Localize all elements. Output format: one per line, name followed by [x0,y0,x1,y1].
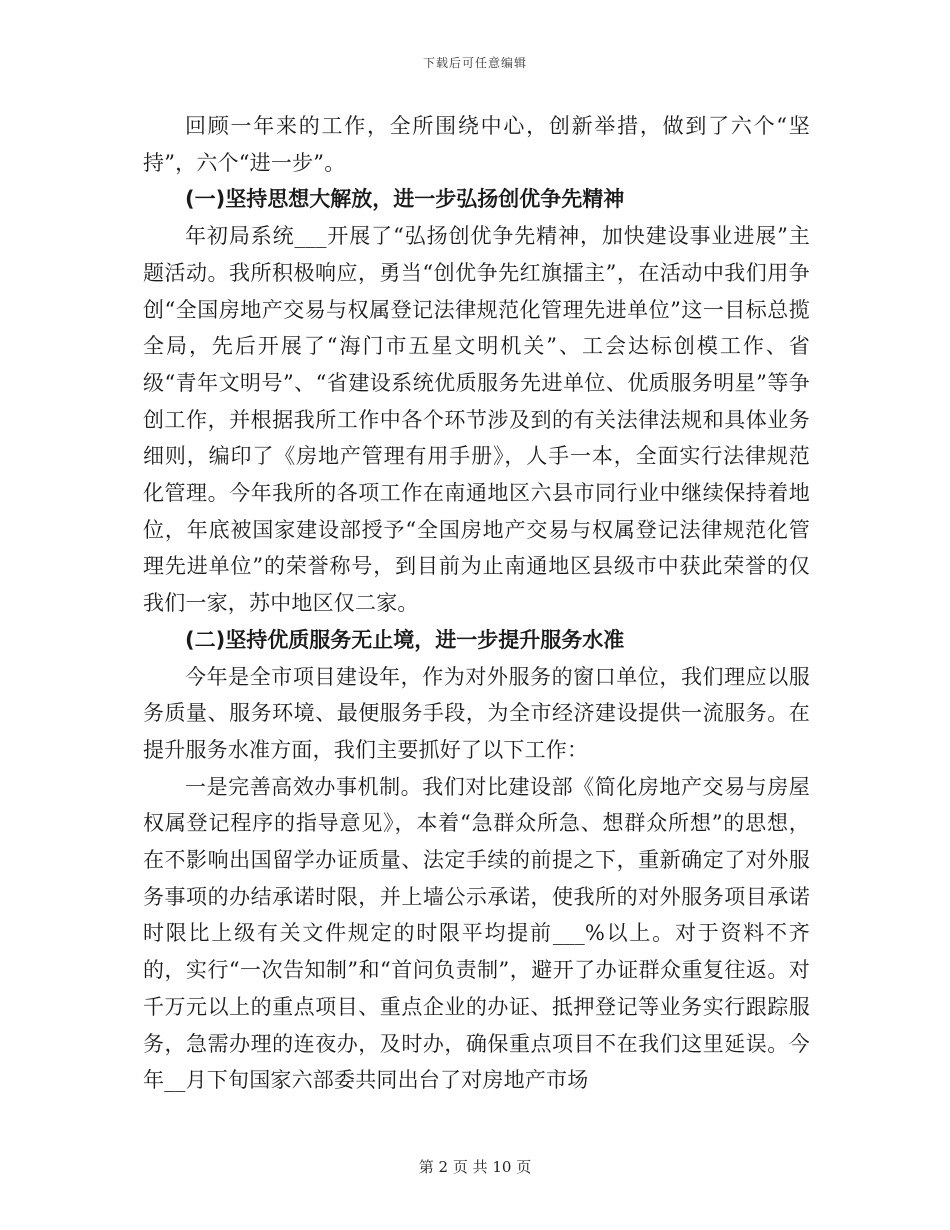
document-body [143,108,810,1099]
page-footer-number: 第 2 页 共 10 页 [418,1158,532,1176]
paragraph-intro: 回顾一年来的工作，全所围绕中心，创新举措，做到了六个“坚持”，六个“进一步”。 [143,114,810,175]
section-heading-2: (二)坚持优质服务无止境，进一步提升服务水准 [185,627,625,652]
section-heading-1: (一)坚持思想大解放，进一步弘扬创优争先精神 [185,187,625,212]
paragraph-section-2-item-1: 一是完善高效办事机制。我们对比建设部《简化房地产交易与房屋权属登记程序的指导意见》，本着“急群众所急、想群众所想”的思想，在不影响出国留学办证质量、法定手续的前提之下，重新确定了对外服务事项的办结承诺时限，并上墙公示承诺，使我所的对外服务项目承诺时限比上级有关文件规定的时限平均提前___%以上。对于资料不齐的，实行“一次告知制”和“首问负责制”，避开了办证群众重复往返。对千万元以上的重点项目、重点企业的办证、抵押登记等业务实行跟踪服务，急需办理的连夜办，及时办，确保重点项目不在我们这里延误。今年__月下旬国家六部委共同出台了对房地产市场 [143,774,810,1093]
page-header-note: 下载后可任意编辑 [422,56,527,70]
paragraph-section-2-intro: 今年是全市项目建设年，作为对外服务的窗口单位，我们理应以服务质量、服务环境、最便服务手段，为全市经济建设提供一流服务。在提升服务水准方面，我们主要抓好了以下工作： [143,664,810,762]
paragraph-section-1: 年初局系统___开展了“弘扬创优争先精神，加快建设事业进展”主题活动。我所积极响应，勇当“创优争先红旗擂主”，在活动中我们用争创“全国房地产交易与权属登记法律规范化管理先进单位”这一目标总揽全局，先后开展了“海门市五星文明机关”、工会达标创模工作、省级“青年文明号”、“省建设系统优质服务先进单位、优质服务明星”等争创工作，并根据我所工作中各个环节涉及到的有关法律法规和具体业务细则，编印了《房地产管理有用手册》，人手一本，全面实行法律规范化管理。今年我所的各项工作在南通地区六县市同行业中继续保持着地位，年底被国家建设部授予“全国房地产交易与权属登记法律规范化管理先进单位”的荣誉称号，到目前为止南通地区县级市中获此荣誉的仅我们一家，苏中地区仅二家。 [143,224,810,616]
